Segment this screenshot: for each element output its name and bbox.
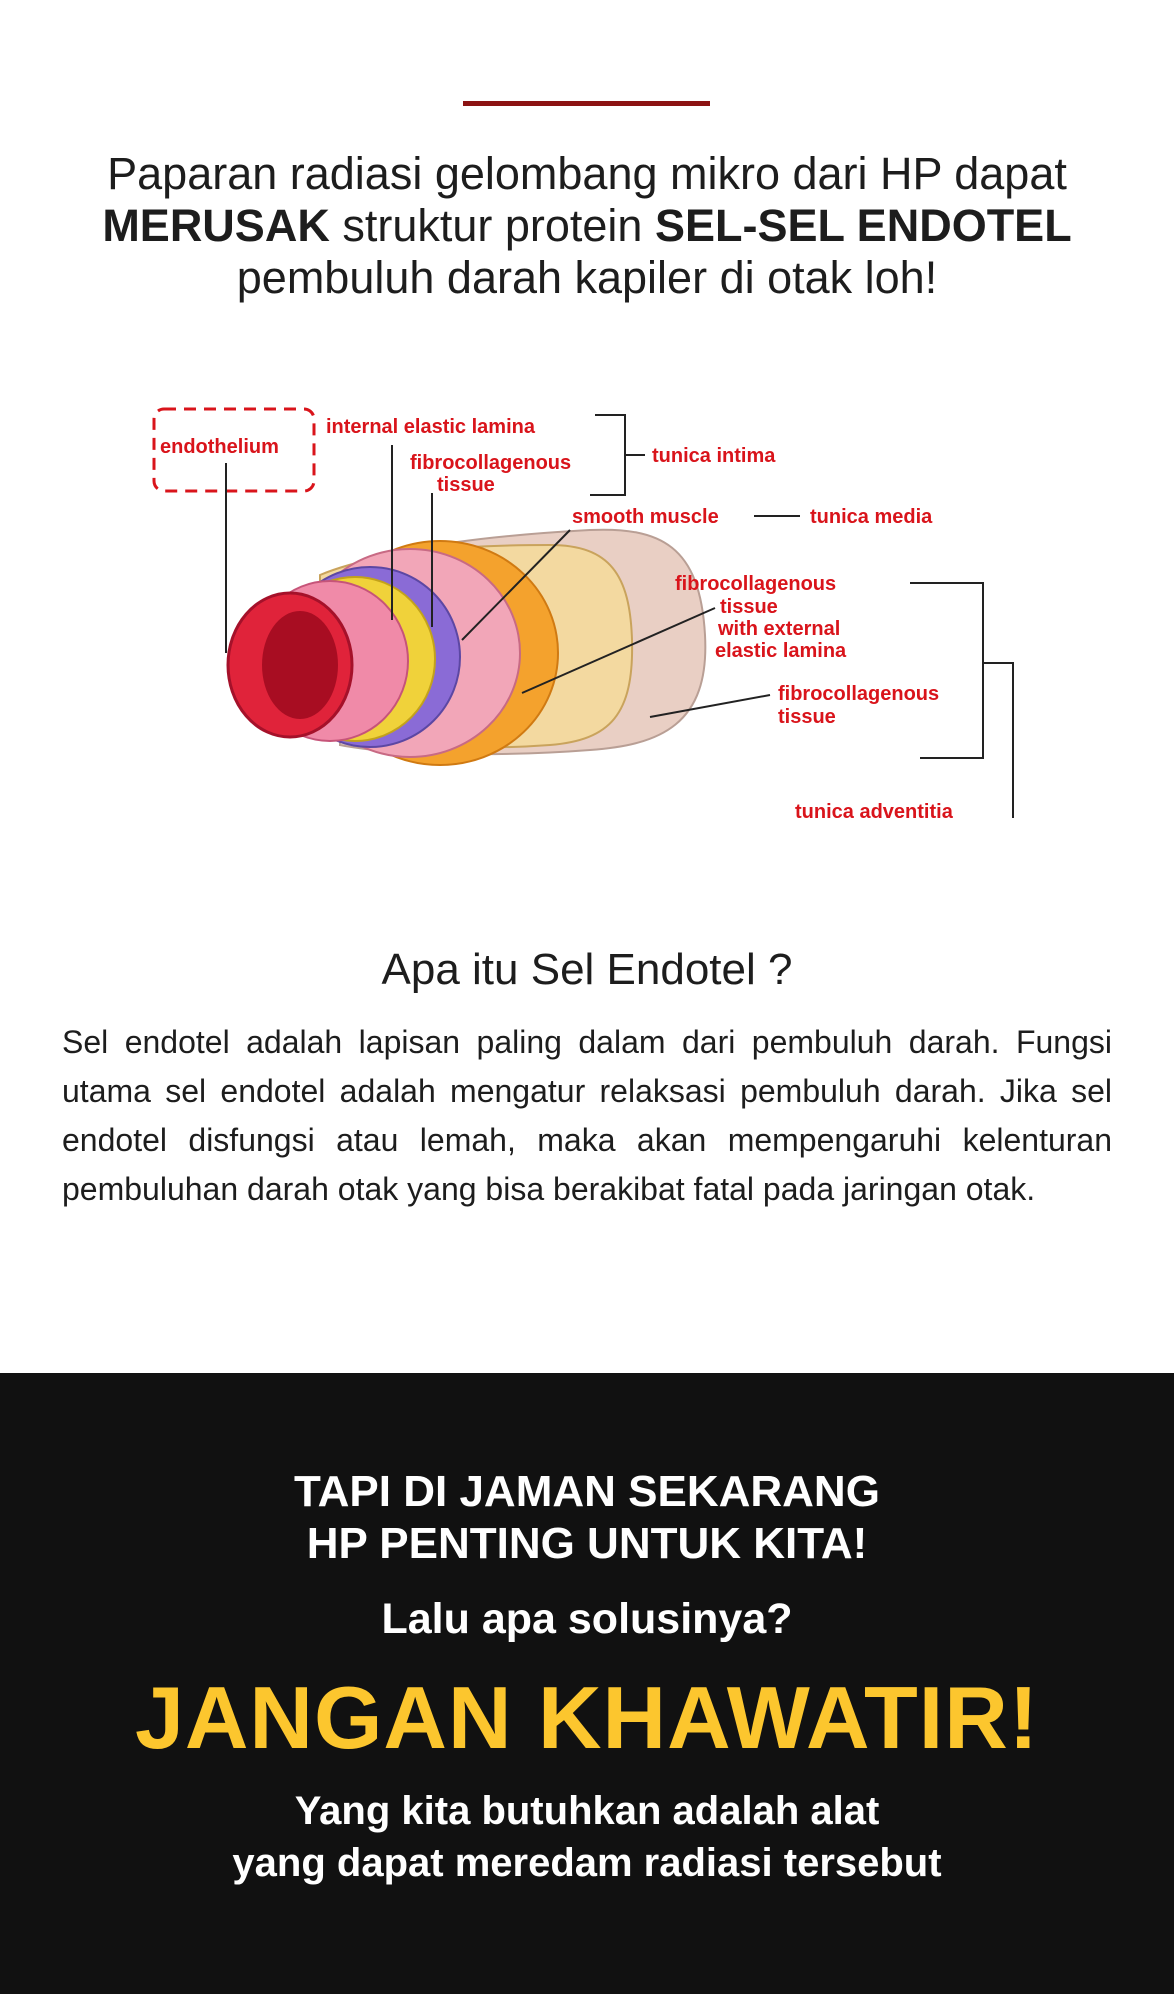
dark-subtitle: Lalu apa solusinya? [381,1595,793,1643]
label-smooth-muscle: smooth muscle [572,506,719,528]
section-body: Sel endotel adalah lapisan paling dalam dari pembuluh darah. Fungsi utama sel endotel adalah mengatur relaksasi pembuluh darah. Jika sel endotel disfungsi atau lemah, maka akan mempengaruhi kelenturan pembuluhan darah otak yang bisa berakibat fatal pada jaringan otak. [62,1024,1112,1207]
headline-part-3: pembuluh darah kapiler di otak loh! [236,252,938,303]
label-endothelium: endothelium [160,436,279,458]
label-fibro-ext-3: with external [718,618,841,640]
dark-bottom-line-1: Yang kita butuhkan adalah alat [294,1789,880,1833]
label-tunica-intima: tunica intima [652,445,776,467]
dark-big-heading: JANGAN KHAWATIR! [134,1668,1040,1767]
headline-bold-merusak: MERUSAK [102,200,330,251]
label-fibro-ext-1: fibrocollagenous [675,573,837,595]
label-tunica-media: tunica media [810,506,933,528]
divider-line [463,101,710,106]
label-internal-elastic-lamina: internal elastic lamina [326,416,535,438]
vessel-lumen-inner [262,611,338,719]
dark-section [0,1373,1174,1994]
dark-title-line-1: TAPI DI JAMAN SEKARANG [294,1467,880,1516]
label-fibro-ext-2: tissue [720,596,778,618]
headline-bold-sel-endotel: SEL-SEL ENDOTEL [654,200,1072,251]
dark-bottom-text [0,1785,1174,1889]
label-fibro-ext-4: elastic lamina [715,640,847,662]
label-fibrocollagenous-1a: fibrocollagenous [410,452,572,474]
label-fibrocollagenous-2a: fibrocollagenous [778,683,940,705]
blood-vessel-illustration [140,395,1040,875]
blood-vessel-diagram [140,395,1040,875]
dark-bottom-line-2: yang dapat meredam radiasi tersebut [232,1841,942,1885]
section-title: Apa itu Sel Endotel ? [381,945,793,994]
label-tunica-adventitia: tunica adventitia [795,801,953,823]
label-fibrocollagenous-2b: tissue [778,706,836,728]
headline [40,148,1134,304]
label-fibrocollagenous-1b: tissue [437,474,495,496]
dark-title-line-2: HP PENTING UNTUK KITA! [306,1519,868,1568]
headline-part-1: Paparan radiasi gelombang mikro dari HP dapat [107,148,1067,199]
dark-title [0,1466,1174,1570]
headline-part-2: struktur protein [329,200,655,251]
